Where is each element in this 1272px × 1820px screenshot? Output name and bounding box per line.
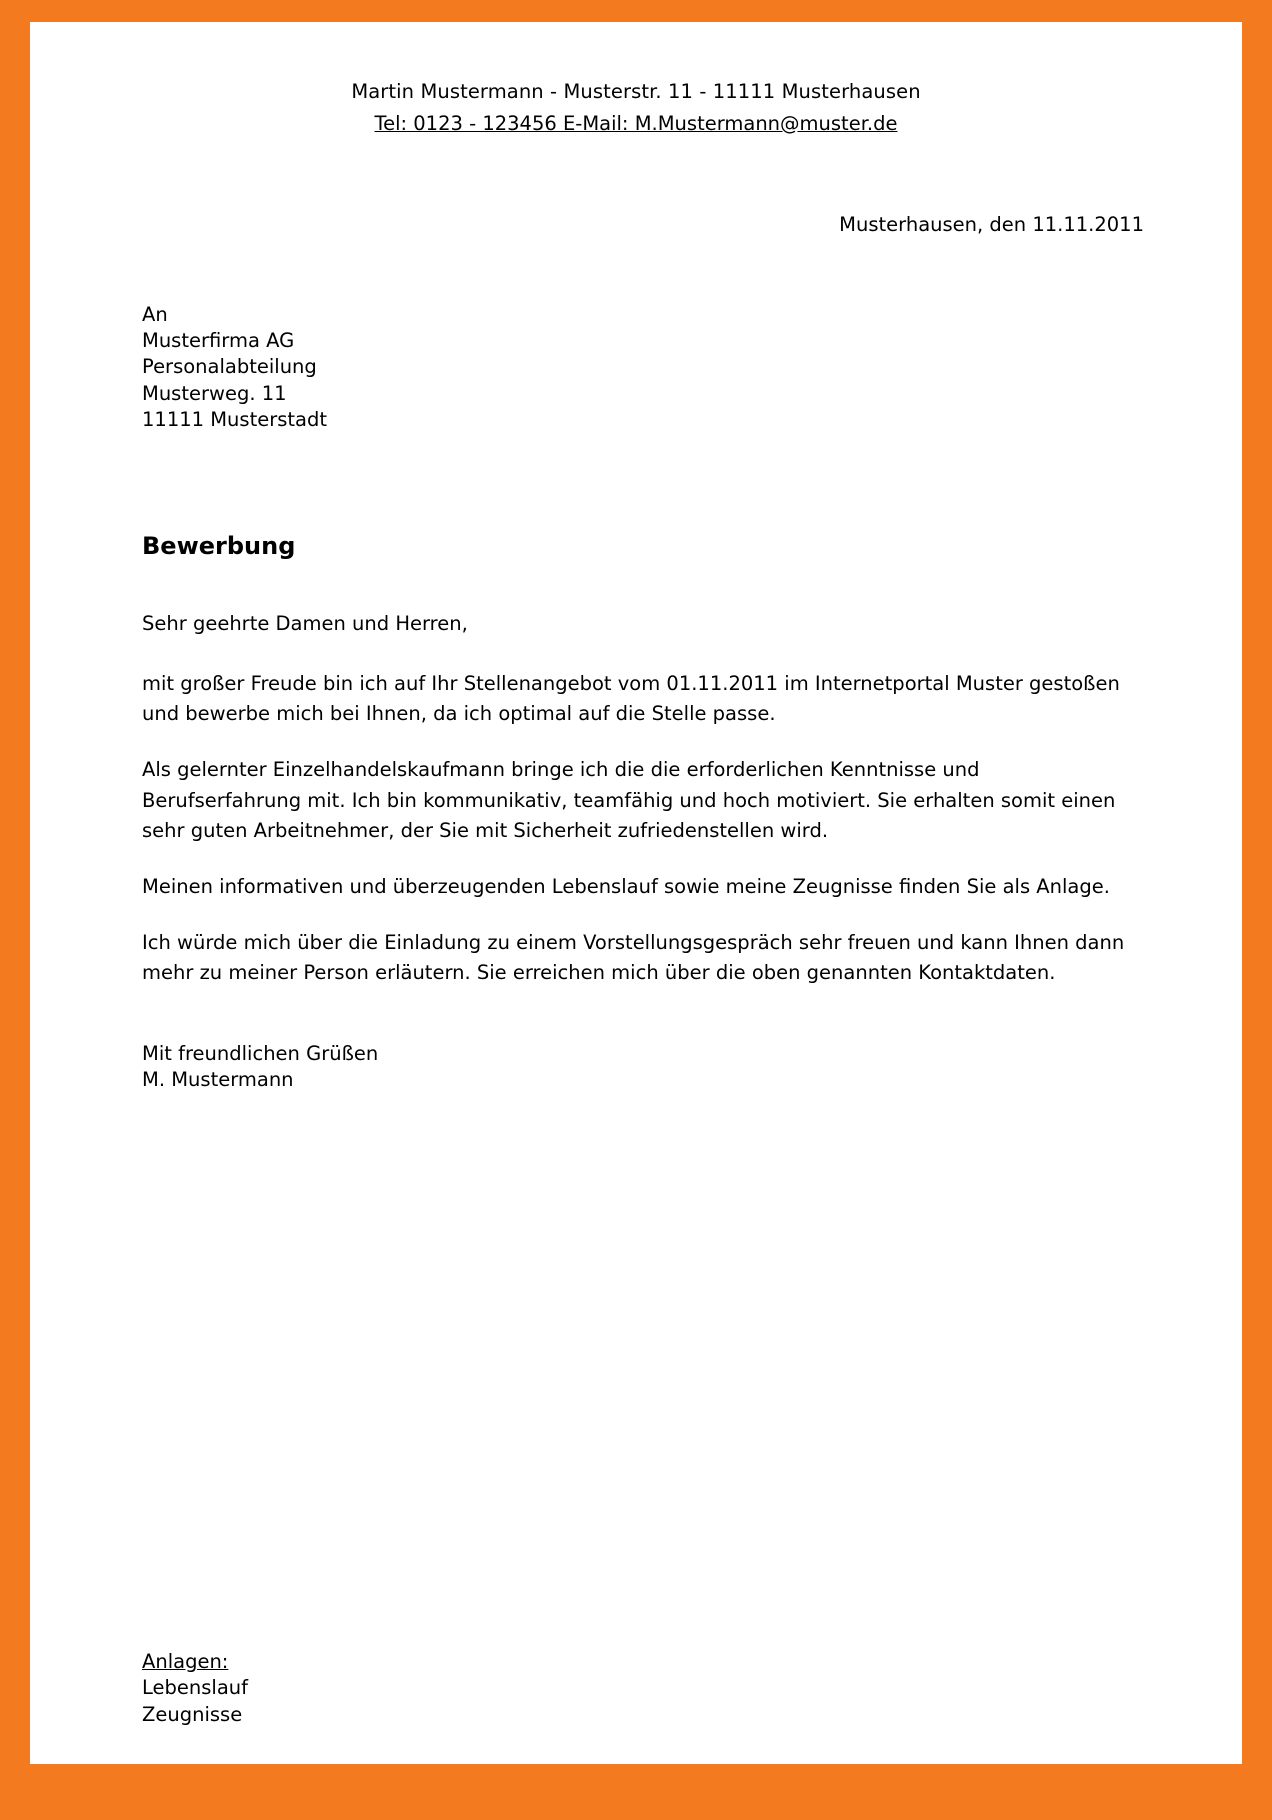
recipient-line: Personalabteilung — [142, 355, 317, 379]
letter-body — [142, 609, 1142, 989]
body-paragraph: Meinen informativen und überzeugenden Lebenslauf sowie meine Zeugnisse finden Sie als Anlage. — [142, 874, 1110, 898]
body-paragraph: Als gelernter Einzelhandelskaufmann bringe ich die die erforderlichen Kenntnisse und Berufserfahrung mit. Ich bin kommunikativ, teamfähig und hoch motiviert. Sie erhalten somit einen sehr guten Arbeitnehmer, der Sie mit Sicherheit zufriedenstellen wird. — [142, 758, 1116, 842]
body-paragraph: Ich würde mich über die Einladung zu einem Vorstellungsgespräch sehr freuen und kann Ihnen dann mehr zu meiner Person erläutern. Sie erreichen mich über die oben genannten Kontaktdaten. — [142, 931, 1125, 985]
closing-line: Mit freundlichen Grüßen — [142, 1041, 379, 1065]
recipient-line: Musterweg. 11 — [142, 381, 287, 405]
salutation: Sehr geehrte Damen und Herren, — [142, 611, 468, 635]
attachments-block — [142, 1649, 248, 1728]
letter-closing — [142, 1041, 1242, 1094]
recipient-line: 11111 Musterstadt — [142, 407, 328, 431]
attachment-item: Zeugnisse — [142, 1702, 243, 1726]
recipient-line: An — [142, 302, 168, 326]
signature-name: M. Mustermann — [142, 1067, 294, 1091]
document-page — [30, 22, 1242, 1764]
body-paragraph: mit großer Freude bin ich auf Ihr Stellenangebot vom 01.11.2011 im Internetportal Muster gestoßen und bewerbe mich bei Ihnen, da ich optimal auf die Stelle passe. — [142, 671, 1120, 726]
attachments-title: Anlagen: — [142, 1650, 229, 1674]
sender-contact-line: Tel: 0123 - 123456 E-Mail: M.Mustermann@muster.de — [374, 111, 898, 135]
date-line: Musterhausen, den 11.11.2011 — [839, 212, 1144, 236]
letter-sheet — [30, 78, 1242, 1820]
recipient-line: Musterfirma AG — [142, 328, 295, 352]
letterhead — [30, 78, 1242, 139]
sender-address-line: Martin Mustermann - Musterstr. 11 - 11111 Musterhausen — [351, 80, 921, 103]
recipient-address — [142, 302, 1242, 434]
attachment-item: Lebenslauf — [142, 1676, 249, 1700]
letter-subject: Bewerbung — [142, 532, 296, 561]
